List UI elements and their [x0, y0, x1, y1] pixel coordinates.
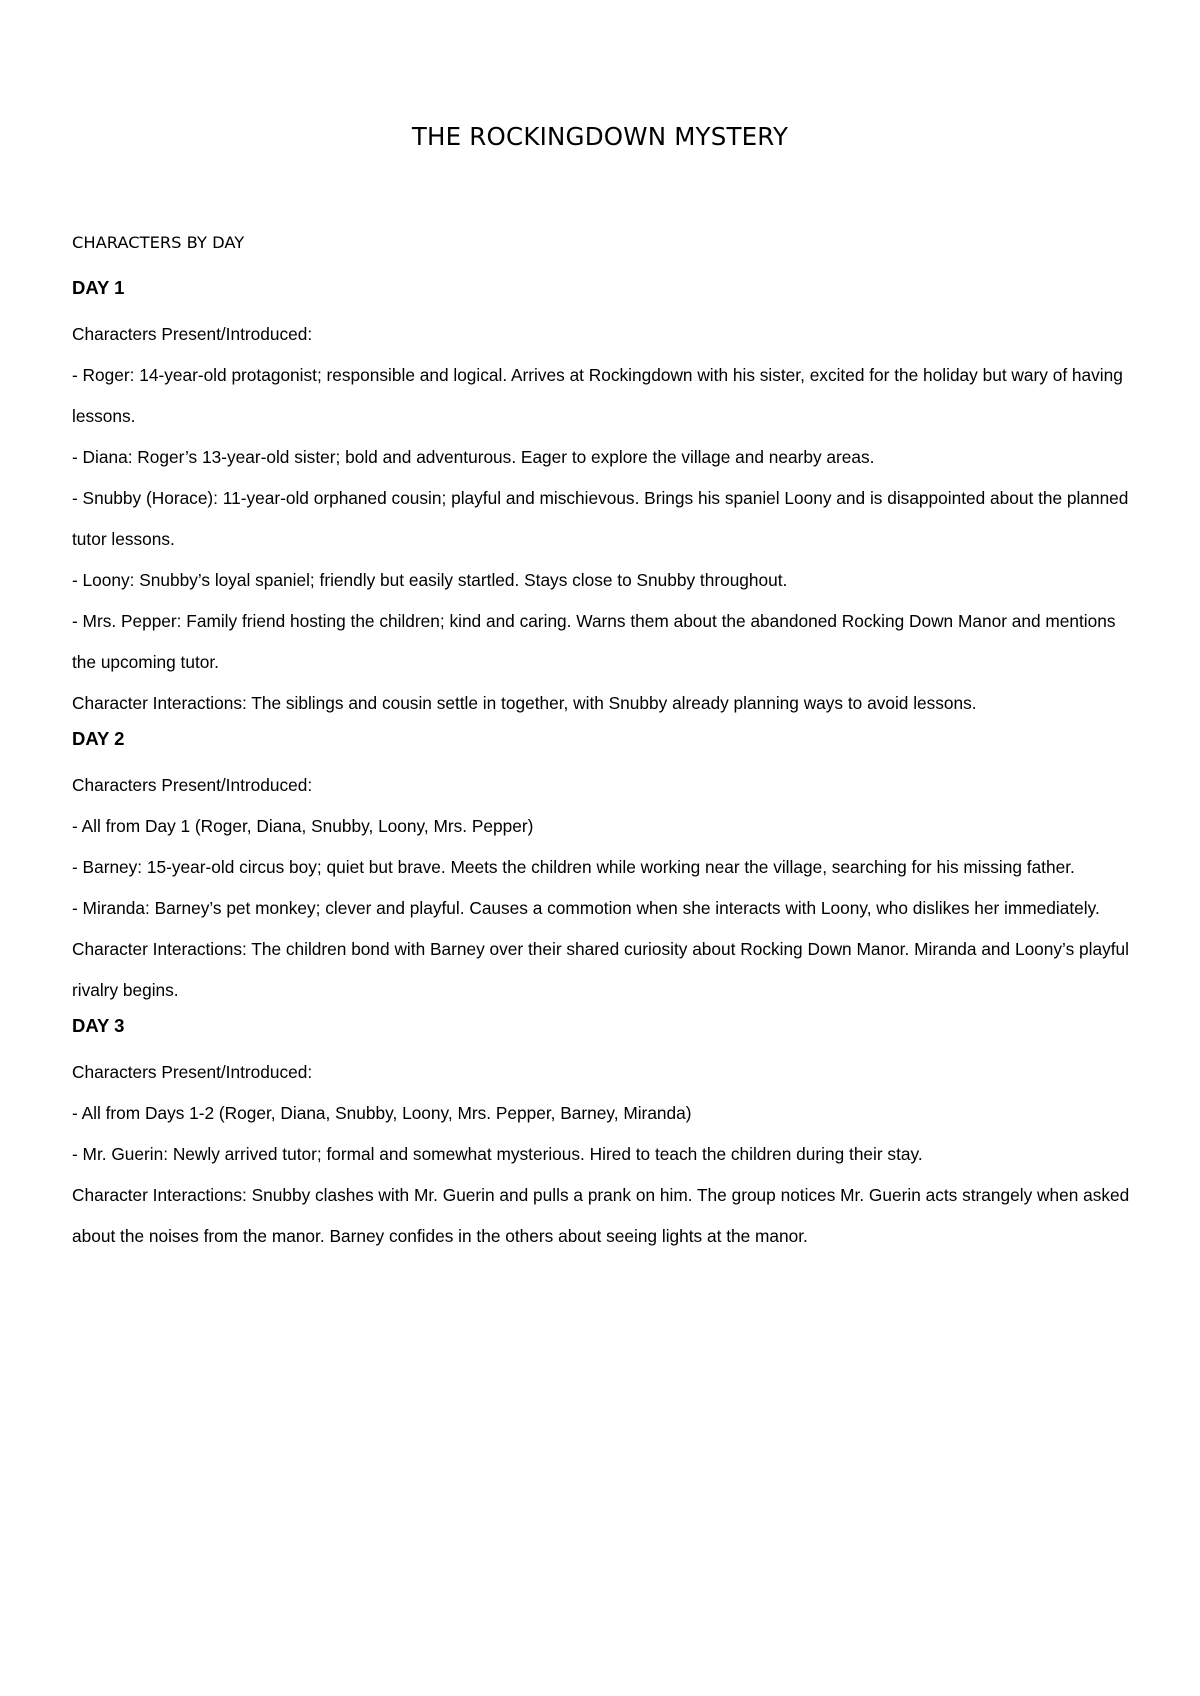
character-interactions: Character Interactions: The children bond with Barney over their shared curiosity about Rocking Down Manor. Miranda and Loony’s playful rivalry begins.	[72, 939, 1129, 1000]
character-entry: - Mr. Guerin: Newly arrived tutor; formal and somewhat mysterious. Hired to teach the children during their stay.	[72, 1144, 923, 1164]
character-interactions: Character Interactions: Snubby clashes with Mr. Guerin and pulls a prank on him. The group notices Mr. Guerin acts strangely when asked about the noises from the manor. Barney confides in the others about seeing lights at the manor.	[72, 1185, 1130, 1246]
character-entry: - Loony: Snubby’s loyal spaniel; friendly but easily startled. Stays close to Snubby throughout.	[72, 570, 788, 590]
day-heading: DAY 2	[72, 728, 125, 749]
character-interactions: Character Interactions: The siblings and cousin settle in together, with Snubby already planning ways to avoid lessons.	[72, 693, 977, 713]
document-body	[72, 233, 1132, 1257]
character-entry: - All from Days 1-2 (Roger, Diana, Snubby, Loony, Mrs. Pepper, Barney, Miranda)	[72, 1103, 692, 1123]
character-entry: - Mrs. Pepper: Family friend hosting the children; kind and caring. Warns them about the abandoned Rocking Down Manor and mentions the upcoming tutor.	[72, 611, 1116, 672]
character-entry: - Snubby (Horace): 11-year-old orphaned cousin; playful and mischievous. Brings his spaniel Loony and is disappointed about the planned tutor lessons.	[72, 488, 1129, 549]
present-label: Characters Present/Introduced:	[72, 775, 313, 795]
day-section-2	[72, 724, 1132, 1011]
document-subtitle: CHARACTERS BY DAY	[72, 233, 245, 252]
present-label: Characters Present/Introduced:	[72, 324, 313, 344]
day-heading: DAY 1	[72, 277, 125, 298]
character-entry: - Miranda: Barney’s pet monkey; clever and playful. Causes a commotion when she interacts with Loony, who dislikes her immediately.	[72, 898, 1100, 918]
character-entry: - Diana: Roger’s 13-year-old sister; bold and adventurous. Eager to explore the village and nearby areas.	[72, 447, 875, 467]
day-heading: DAY 3	[72, 1015, 125, 1036]
present-label: Characters Present/Introduced:	[72, 1062, 313, 1082]
character-entry: - All from Day 1 (Roger, Diana, Snubby, Loony, Mrs. Pepper)	[72, 816, 534, 836]
character-entry: - Barney: 15-year-old circus boy; quiet but brave. Meets the children while working near the village, searching for his missing father.	[72, 857, 1075, 877]
day-section-3	[72, 1011, 1132, 1257]
character-entry: - Roger: 14-year-old protagonist; responsible and logical. Arrives at Rockingdown with his sister, excited for the holiday but wary of having lessons.	[72, 365, 1123, 426]
day-section-1	[72, 273, 1132, 724]
document-title: THE ROCKINGDOWN MYSTERY	[411, 122, 789, 151]
